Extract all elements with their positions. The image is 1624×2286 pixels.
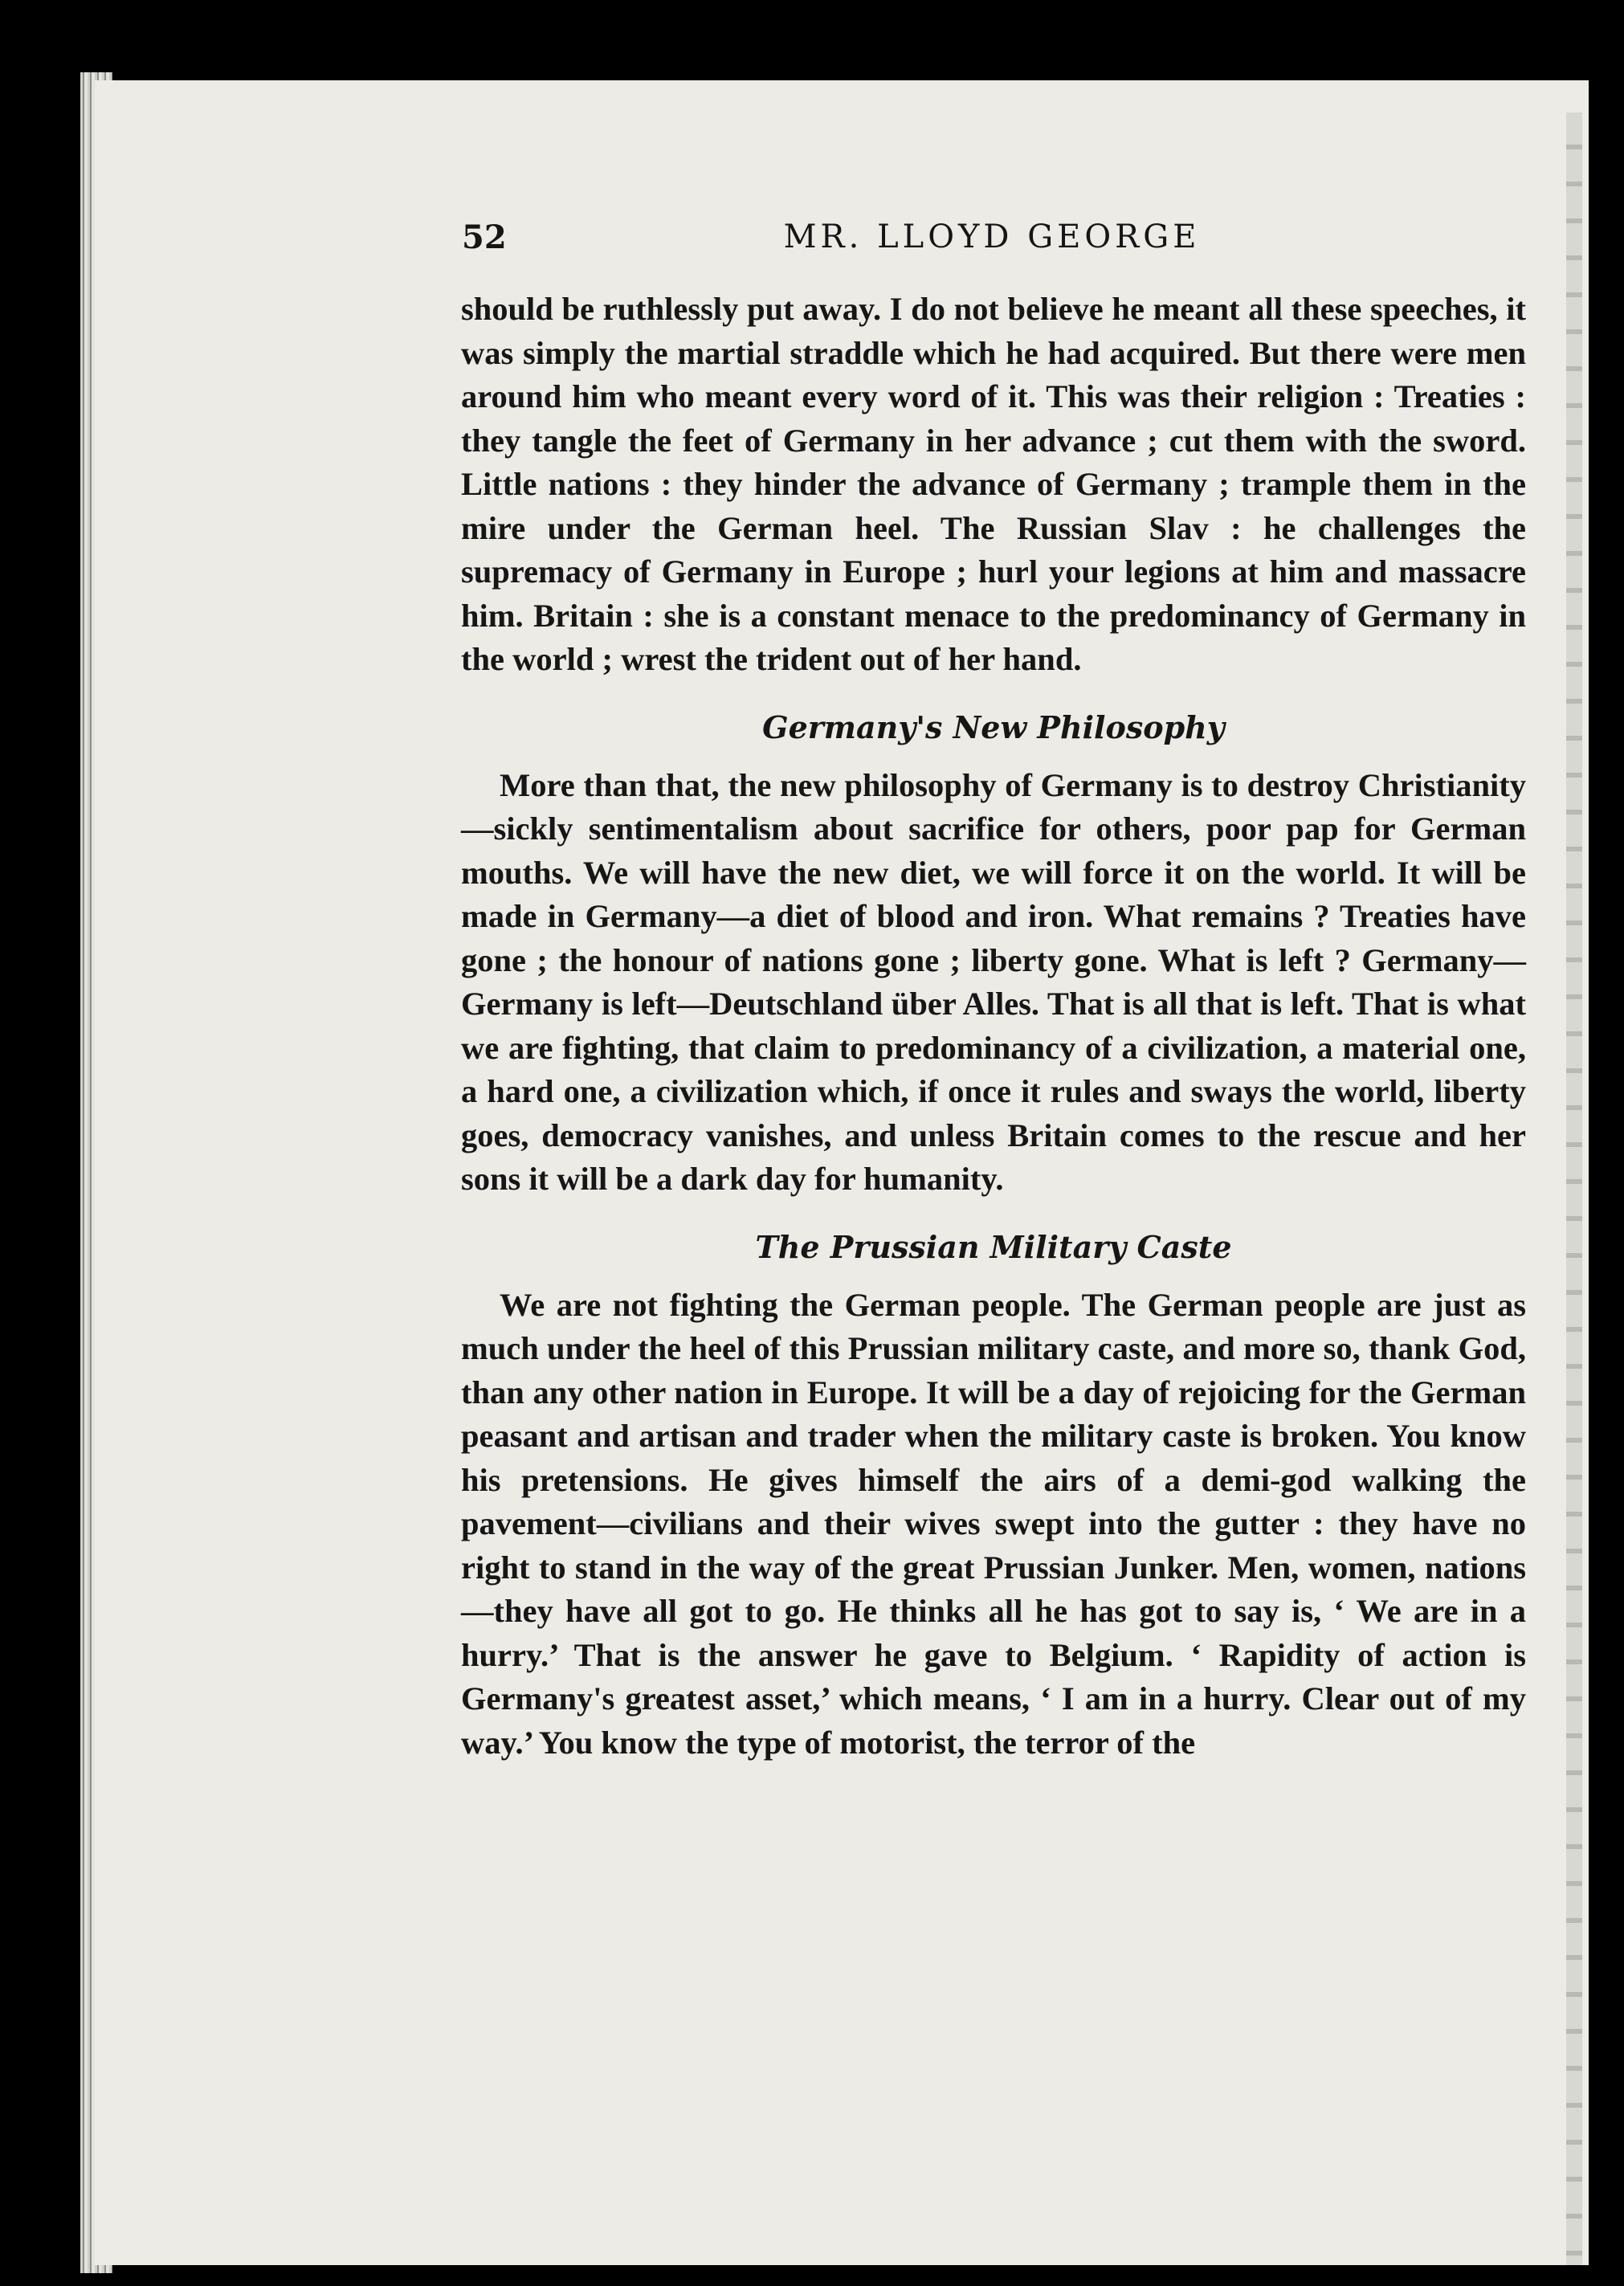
paragraph-3: We are not fighting the German people. The German people are just as much under the heel of this Prussian military caste, and more so, thank God, than any other nation in Europe. It will be a day of rejoicing for the German peasant and artisan and trader when the military caste is broken. You know his pretensions. He gives himself the airs of a demi-god walking the pavement—civilians and their wives swept into the gutter : they have no right to stand in the way of the great Prussian Junker. Men, women, nations—they have all got to go. He thinks all he has got to say is, ‘ We are in a hurry.’ That is the answer he gave to Belgium. ‘ Rapidity of action is Germany's greatest asset,’ which means, ‘ I am in a hurry. Clear out of my way.’ You know the type of motorist, the terror of the — [461, 1286, 1526, 1761]
page-right-edge — [1566, 112, 1582, 2265]
running-head — [462, 218, 1522, 263]
paragraph-1: should be ruthlessly put away. I do not believe he meant all these speeches, it was simply the martial straddle which he had acquired. But there were men around him who meant every word of it. This was their religion : Treaties : they tangle the feet of Germany in her advance ; cut them with the sword. Little nations : they hinder the advance of Germany ; trample them in the mire under the German heel. The Russian Slav : he challenges the supremacy of Germany in Europe ; hurl your legions at him and massacre him. Britain : she is a constant menace to the predominancy of Germany in the world ; wrest the trident out of her hand. — [461, 291, 1526, 677]
paragraph-2: More than that, the new philosophy of Germany is to destroy Christianity—sickly sentimentalism about sacrifice for others, poor pap for German mouths. We will have the new diet, we will force it on the world. It will be made in Germany—a diet of blood and iron. What remains ? Treaties have gone ; the honour of nations gone ; liberty gone. What is left ? Germany—Germany is left—Deutschland über Alles. That is all that is left. That is what we are fighting, that claim to predominancy of a civilization, a material one, a hard one, a civilization which, if once it rules and sways the world, liberty goes, democracy vanishes, and unless Britain comes to the rescue and her sons it will be a dark day for humanity. — [461, 766, 1526, 1197]
section-heading-prussian-military-caste: The Prussian Military Caste — [755, 1228, 1232, 1265]
page-body — [461, 288, 1526, 1765]
section-heading-germanys-new-philosophy: Germany's New Philosophy — [762, 708, 1225, 745]
running-title: MR. LLOYD GEORGE — [783, 218, 1201, 255]
page-number: 52 — [462, 218, 507, 256]
